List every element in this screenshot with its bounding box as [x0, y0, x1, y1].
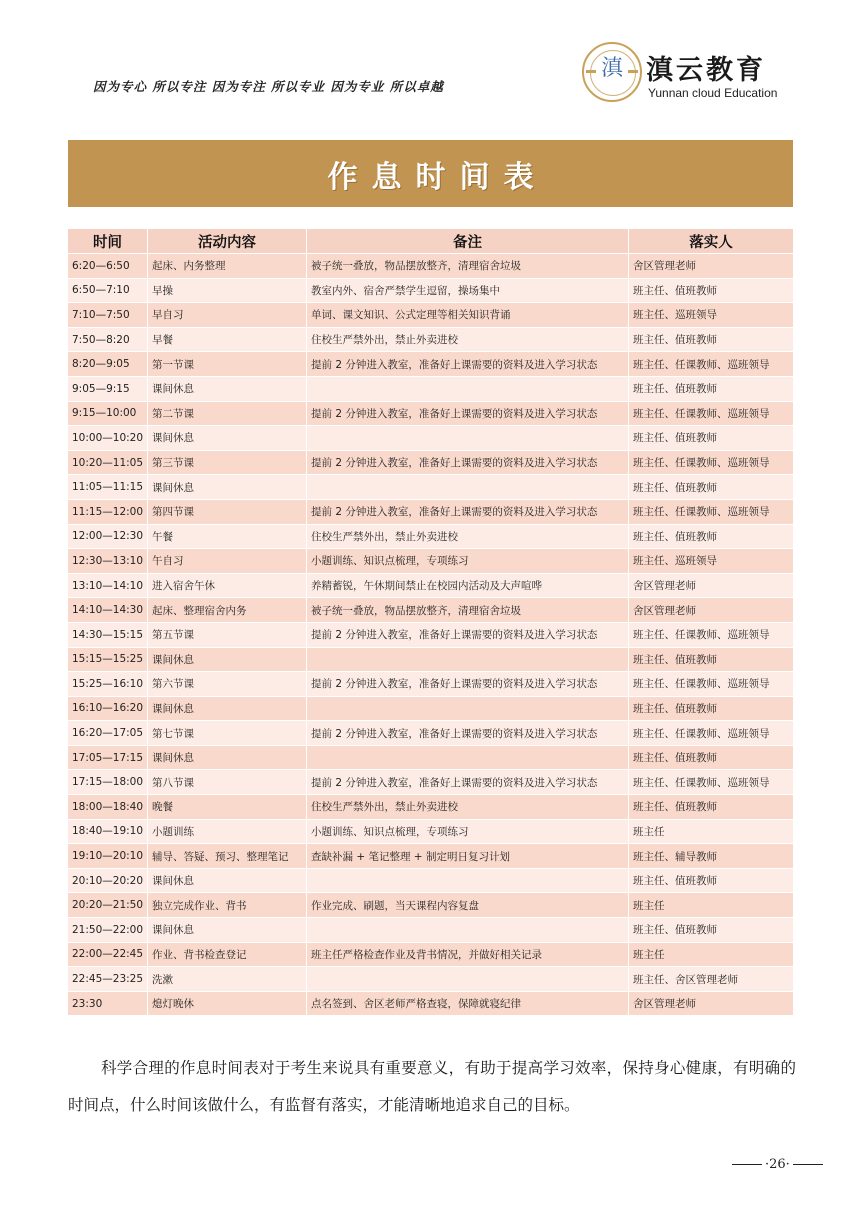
time-cell: 10:00—10:20: [68, 426, 148, 451]
logo-emblem-icon: [582, 42, 642, 102]
notes-cell: [307, 967, 629, 992]
schedule-table: [68, 229, 793, 1016]
notes-cell: 小题训练、知识点梳理，专项练习: [307, 549, 629, 574]
activity-cell: 洗漱: [148, 967, 307, 992]
activity-cell: 第一节课: [148, 352, 307, 377]
notes-cell: 班主任严格检查作业及背书情况，并做好相关记录: [307, 943, 629, 968]
notes-cell: 查缺补漏 + 笔记整理 + 制定明日复习计划: [307, 844, 629, 869]
table-row: [68, 525, 793, 550]
responsible-cell: 班主任、值班教师: [629, 697, 793, 722]
responsible-cell: 班主任、任课教师、巡班领导: [629, 770, 793, 795]
responsible-cell: 班主任: [629, 893, 793, 918]
table-row: [68, 746, 793, 771]
time-cell: 9:05—9:15: [68, 377, 148, 402]
time-cell: 19:10—20:10: [68, 844, 148, 869]
time-cell: 6:20—6:50: [68, 254, 148, 279]
activity-cell: 午餐: [148, 525, 307, 550]
notes-cell: [307, 869, 629, 894]
activity-cell: 课间休息: [148, 918, 307, 943]
page-number: [732, 1157, 823, 1172]
table-row: [68, 279, 793, 304]
time-cell: 22:45—23:25: [68, 967, 148, 992]
notes-cell: 住校生严禁外出，禁止外卖进校: [307, 328, 629, 353]
time-cell: 21:50—22:00: [68, 918, 148, 943]
notes-cell: 点名签到、舍区老师严格查寝，保障就寝纪律: [307, 992, 629, 1017]
time-cell: 11:15—12:00: [68, 500, 148, 525]
table-row: [68, 377, 793, 402]
table-row: [68, 893, 793, 918]
responsible-cell: 班主任、巡班领导: [629, 303, 793, 328]
page-number-text: ·26·: [765, 1157, 790, 1172]
notes-cell: [307, 918, 629, 943]
responsible-cell: 舍区管理老师: [629, 598, 793, 623]
activity-cell: 作业、背书检查登记: [148, 943, 307, 968]
time-cell: 16:10—16:20: [68, 697, 148, 722]
time-cell: 15:15—15:25: [68, 648, 148, 673]
time-cell: 11:05—11:15: [68, 475, 148, 500]
table-row: [68, 672, 793, 697]
activity-cell: 熄灯晚休: [148, 992, 307, 1017]
header-slogan: 因为专心 所以专注 因为专注 所以专业 因为专业 所以卓越: [93, 79, 444, 94]
table-row: [68, 303, 793, 328]
responsible-cell: 班主任、任课教师、巡班领导: [629, 500, 793, 525]
time-cell: 8:20—9:05: [68, 352, 148, 377]
responsible-cell: 班主任: [629, 943, 793, 968]
time-cell: 10:20—11:05: [68, 451, 148, 476]
activity-cell: 进入宿舍午休: [148, 574, 307, 599]
notes-cell: 提前 2 分钟进入教室，准备好上课需要的资料及进入学习状态: [307, 721, 629, 746]
responsible-cell: 班主任、值班教师: [629, 795, 793, 820]
time-cell: 7:10—7:50: [68, 303, 148, 328]
table-row: [68, 943, 793, 968]
notes-cell: 被子统一叠放，物品摆放整齐，清理宿舍垃圾: [307, 598, 629, 623]
notes-cell: 小题训练、知识点梳理，专项练习: [307, 820, 629, 845]
responsible-cell: 班主任、任课教师、巡班领导: [629, 451, 793, 476]
time-cell: 12:30—13:10: [68, 549, 148, 574]
table-row: [68, 623, 793, 648]
activity-cell: 起床、整理宿舍内务: [148, 598, 307, 623]
page-title: 作息时间表: [327, 159, 548, 195]
table-row: [68, 918, 793, 943]
table-row: [68, 844, 793, 869]
table-row: [68, 254, 793, 279]
table-row: [68, 967, 793, 992]
time-cell: 14:10—14:30: [68, 598, 148, 623]
activity-cell: 午自习: [148, 549, 307, 574]
notes-cell: 住校生严禁外出，禁止外卖进校: [307, 525, 629, 550]
notes-cell: 提前 2 分钟进入教室，准备好上课需要的资料及进入学习状态: [307, 402, 629, 427]
activity-cell: 课间休息: [148, 377, 307, 402]
activity-cell: 第四节课: [148, 500, 307, 525]
responsible-cell: 班主任、值班教师: [629, 279, 793, 304]
column-header-time: 时间: [68, 229, 148, 254]
notes-cell: [307, 426, 629, 451]
activity-cell: 起床、内务整理: [148, 254, 307, 279]
time-cell: 20:20—21:50: [68, 893, 148, 918]
logo-name-cn: 滇云教育: [646, 55, 766, 86]
table-row: [68, 697, 793, 722]
responsible-cell: 舍区管理老师: [629, 992, 793, 1017]
time-cell: 14:30—15:15: [68, 623, 148, 648]
responsible-cell: 班主任、任课教师、巡班领导: [629, 623, 793, 648]
time-cell: 17:05—17:15: [68, 746, 148, 771]
table-row: [68, 574, 793, 599]
column-header-activity: 活动内容: [148, 229, 307, 254]
time-cell: 7:50—8:20: [68, 328, 148, 353]
activity-cell: 课间休息: [148, 697, 307, 722]
activity-cell: 独立完成作业、背书: [148, 893, 307, 918]
notes-cell: 提前 2 分钟进入教室，准备好上课需要的资料及进入学习状态: [307, 672, 629, 697]
responsible-cell: 班主任: [629, 820, 793, 845]
time-cell: 15:25—16:10: [68, 672, 148, 697]
notes-cell: 提前 2 分钟进入教室，准备好上课需要的资料及进入学习状态: [307, 352, 629, 377]
table-row: [68, 352, 793, 377]
responsible-cell: 班主任、值班教师: [629, 746, 793, 771]
activity-cell: 第三节课: [148, 451, 307, 476]
activity-cell: 第五节课: [148, 623, 307, 648]
responsible-cell: 班主任、值班教师: [629, 426, 793, 451]
notes-cell: 作业完成、刷题，当天课程内容复盘: [307, 893, 629, 918]
responsible-cell: 舍区管理老师: [629, 574, 793, 599]
responsible-cell: 舍区管理老师: [629, 254, 793, 279]
notes-cell: 提前 2 分钟进入教室，准备好上课需要的资料及进入学习状态: [307, 623, 629, 648]
notes-cell: [307, 697, 629, 722]
time-cell: 20:10—20:20: [68, 869, 148, 894]
logo-name-en: Yunnan cloud Education: [648, 86, 778, 100]
summary-paragraph: 科学合理的作息时间表对于考生来说具有重要意义，有助于提高学习效率，保持身心健康，有明确的时间点，什么时间该做什么，有监督有落实，才能清晰地追求自己的目标。: [68, 1059, 796, 1114]
table-row: [68, 992, 793, 1017]
notes-cell: [307, 648, 629, 673]
activity-cell: 课间休息: [148, 426, 307, 451]
time-cell: 12:00—12:30: [68, 525, 148, 550]
notes-cell: 教室内外、宿舍严禁学生逗留，操场集中: [307, 279, 629, 304]
table-row: [68, 426, 793, 451]
time-cell: 17:15—18:00: [68, 770, 148, 795]
activity-cell: 第二节课: [148, 402, 307, 427]
responsible-cell: 班主任、任课教师、巡班领导: [629, 402, 793, 427]
responsible-cell: 班主任、辅导教师: [629, 844, 793, 869]
table-row: [68, 721, 793, 746]
responsible-cell: 班主任、值班教师: [629, 377, 793, 402]
activity-cell: 课间休息: [148, 869, 307, 894]
responsible-cell: 班主任、任课教师、巡班领导: [629, 672, 793, 697]
time-cell: 18:40—19:10: [68, 820, 148, 845]
notes-cell: 养精蓄锐，午休期间禁止在校园内活动及大声喧哗: [307, 574, 629, 599]
logo-emblem-glyph: 滇: [600, 56, 623, 81]
activity-cell: 课间休息: [148, 648, 307, 673]
table-row: [68, 770, 793, 795]
responsible-cell: 班主任、值班教师: [629, 918, 793, 943]
responsible-cell: 班主任、值班教师: [629, 475, 793, 500]
notes-cell: [307, 475, 629, 500]
table-row: [68, 795, 793, 820]
time-cell: 6:50—7:10: [68, 279, 148, 304]
activity-cell: 第八节课: [148, 770, 307, 795]
table-row: [68, 648, 793, 673]
notes-cell: 住校生严禁外出，禁止外卖进校: [307, 795, 629, 820]
page-number-rule-left: [732, 1164, 762, 1165]
time-cell: 13:10—14:10: [68, 574, 148, 599]
table-row: [68, 869, 793, 894]
activity-cell: 课间休息: [148, 475, 307, 500]
time-cell: 16:20—17:05: [68, 721, 148, 746]
table-row: [68, 820, 793, 845]
table-header-row: [68, 229, 793, 254]
notes-cell: 提前 2 分钟进入教室，准备好上课需要的资料及进入学习状态: [307, 451, 629, 476]
responsible-cell: 班主任、任课教师、巡班领导: [629, 352, 793, 377]
time-cell: 23:30: [68, 992, 148, 1017]
title-banner: [68, 140, 793, 207]
activity-cell: 早自习: [148, 303, 307, 328]
notes-cell: 被子统一叠放，物品摆放整齐，清理宿舍垃圾: [307, 254, 629, 279]
responsible-cell: 班主任、值班教师: [629, 525, 793, 550]
activity-cell: 晚餐: [148, 795, 307, 820]
activity-cell: 第六节课: [148, 672, 307, 697]
column-header-responsible: 落实人: [629, 229, 793, 254]
responsible-cell: 班主任、任课教师、巡班领导: [629, 721, 793, 746]
activity-cell: 早操: [148, 279, 307, 304]
page-number-rule-right: [793, 1164, 823, 1165]
table-row: [68, 402, 793, 427]
time-cell: 9:15—10:00: [68, 402, 148, 427]
schedule-table-body: [68, 254, 793, 1016]
time-cell: 22:00—22:45: [68, 943, 148, 968]
brand-logo: [582, 42, 782, 104]
activity-cell: 第七节课: [148, 721, 307, 746]
responsible-cell: 班主任、巡班领导: [629, 549, 793, 574]
table-row: [68, 549, 793, 574]
notes-cell: 单词、课文知识、公式定理等相关知识背诵: [307, 303, 629, 328]
table-row: [68, 475, 793, 500]
notes-cell: [307, 377, 629, 402]
activity-cell: 辅导、答疑、预习、整理笔记: [148, 844, 307, 869]
column-header-notes: 备注: [307, 229, 629, 254]
notes-cell: 提前 2 分钟进入教室，准备好上课需要的资料及进入学习状态: [307, 500, 629, 525]
notes-cell: [307, 746, 629, 771]
notes-cell: 提前 2 分钟进入教室，准备好上课需要的资料及进入学习状态: [307, 770, 629, 795]
responsible-cell: 班主任、值班教师: [629, 648, 793, 673]
time-cell: 18:00—18:40: [68, 795, 148, 820]
activity-cell: 早餐: [148, 328, 307, 353]
activity-cell: 课间休息: [148, 746, 307, 771]
table-row: [68, 598, 793, 623]
responsible-cell: 班主任、值班教师: [629, 328, 793, 353]
responsible-cell: 班主任、舍区管理老师: [629, 967, 793, 992]
table-row: [68, 328, 793, 353]
activity-cell: 小题训练: [148, 820, 307, 845]
responsible-cell: 班主任、值班教师: [629, 869, 793, 894]
table-row: [68, 500, 793, 525]
table-row: [68, 451, 793, 476]
